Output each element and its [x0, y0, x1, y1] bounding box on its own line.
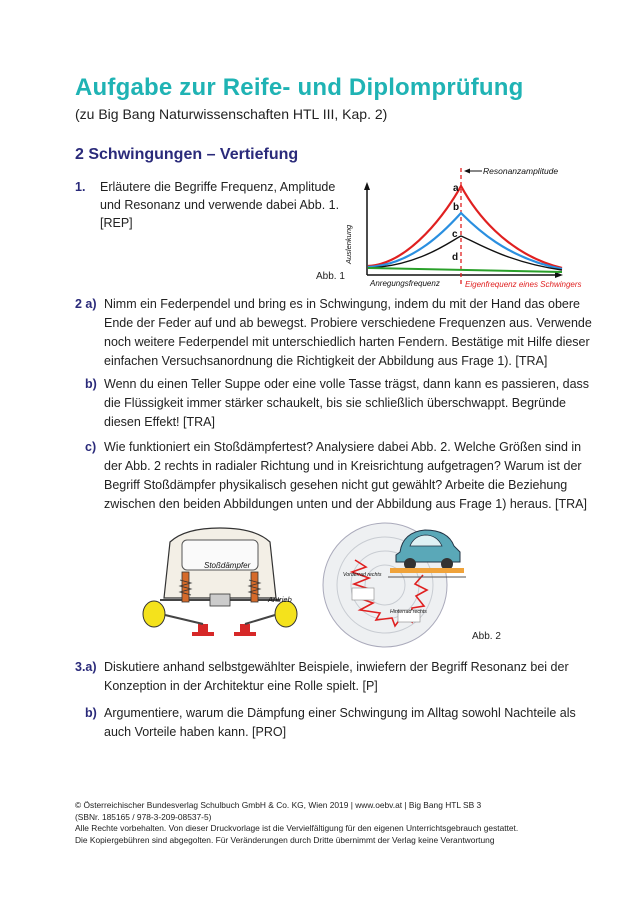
section-title: 2 Schwingungen – Vertiefung	[75, 146, 299, 163]
footer-line: Die Kopiergebühren sind abgegolten. Für Veränderungen durch Dritte übernimmt der Verlag keine Verantwortung	[75, 834, 495, 845]
curve-d	[368, 268, 562, 272]
page-footer	[75, 800, 518, 846]
page-title: Aufgabe zur Reife- und Diplomprüfung	[75, 74, 524, 101]
question-2c-text	[104, 438, 587, 514]
front-wheel-label: Vorderrad rechts	[343, 572, 382, 578]
question-number: 1.	[75, 180, 86, 194]
curve-c	[368, 236, 562, 270]
shock-absorber-figure	[140, 520, 480, 645]
x-axis-red-label: Eigenfrequenz eines Schwingers	[465, 280, 582, 289]
question-3b-text	[104, 704, 576, 742]
curve-a	[368, 186, 562, 268]
curve-label-b: b	[453, 202, 460, 213]
text-line: Nimm ein Federpendel und bring es in Schwingung, indem du mit der Hand das obere	[104, 297, 580, 311]
rear-wheel-label: Hinterrad rechts	[390, 609, 427, 615]
figure-2-label: Abb. 2	[472, 631, 501, 642]
text-line: Erläutere die Begriffe Frequenz, Amplitude	[100, 180, 336, 194]
question-number: b)	[85, 706, 97, 720]
text-line: und Resonanz und verwende dabei Abb. 1.	[100, 198, 340, 212]
resonance-figure	[340, 160, 582, 295]
text-line: zwischen den beiden Abbildungen unten und der Abbildung aus Frage 1) heraus. [TRA]	[104, 497, 587, 511]
question-2b-text	[104, 375, 589, 432]
question-number: b)	[85, 377, 97, 391]
peak-pointer-arrow	[464, 169, 470, 174]
footer-line: (SBNr. 185165 / 978-3-209-08537-5)	[75, 811, 212, 822]
wheel-right	[275, 601, 297, 627]
x-axis-label: Anregungsfrequenz	[370, 279, 440, 288]
text-line: die Flüssigkeit immer stärker schaukelt, bis sie schließlich überschwappt. Begründe	[104, 396, 566, 410]
curve-label-a: a	[453, 183, 459, 194]
question-1-text	[100, 178, 339, 232]
wheel-left	[143, 601, 165, 627]
text-line: Wie funktioniert ein Stoßdämpfertest? Analysiere dabei Abb. 2. Welche Größen sind in	[104, 440, 582, 454]
text-line: der Abb. 2 rechts in radialer Richtung und in Kreisrichtung aufgetragen? Warum ist der	[104, 459, 582, 473]
text-line: Diskutiere anhand selbstgewählter Beispiele, inwiefern der Begriff Resonanz bei der	[104, 660, 569, 674]
text-line: Begriff Stoßdämpfer physikalisch gesehen nicht gut gewählt? Arbeite die Beziehung	[104, 478, 568, 492]
figure-1-label: Abb. 1	[316, 271, 345, 282]
footer-line: © Österreichischer Bundesverlag Schulbuch GmbH & Co. KG, Wien 2019 | www.oebv.at | Big Bang HTL SB 3	[75, 800, 482, 810]
y-axis-label: Auslenkung	[344, 224, 353, 264]
shock-absorber-label: Stoßdämpfer	[204, 561, 251, 570]
text-line: diesen Effekt! [TRA]	[104, 415, 215, 429]
text-line: Argumentiere, warum die Dämpfung einer Schwingung im Alltag sowohl Nachteile als	[104, 706, 576, 720]
page-subtitle: (zu Big Bang Naturwissenschaften HTL III, Kap. 2)	[75, 106, 388, 122]
question-number: 3.a)	[75, 660, 97, 674]
text-line: Wenn du einen Teller Suppe oder eine volle Tasse trägst, dann kann es passieren, dass	[104, 377, 590, 391]
question-number: 2 a)	[75, 297, 97, 311]
text-line: Konzeption in der Architektur eine Rolle spielt. [P]	[104, 679, 378, 693]
text-line: einfachen Versuchsanordnung die Richtigkeit der Abbildung aus Frage 1). [TRA]	[104, 354, 548, 368]
footer-line: Alle Rechte vorbehalten. Von dieser Druckvorlage ist die Vervielfältigung für den eigenen Unterrichtsgebrauch gestattet.	[75, 823, 519, 833]
text-line: [REP]	[100, 216, 133, 230]
shock-test-diagram	[323, 523, 466, 647]
drive-label: Antrieb	[268, 595, 292, 604]
text-line: auch Vorteile haben kann. [PRO]	[104, 725, 287, 739]
question-number: c)	[85, 440, 97, 454]
text-line: Ende der Feder auf und ab bewegst. Probiere verschiedene Frequenzen aus. Verwende	[104, 316, 592, 330]
y-axis-arrow	[364, 182, 370, 190]
text-line: noch weitere Federpendel mit unterschiedlich harten Fendern. Bestätige mit Hilfe dieser	[104, 335, 590, 349]
curve-label-c: c	[452, 229, 458, 240]
curve-label-d: d	[452, 252, 459, 263]
question-3a-text	[104, 658, 569, 696]
question-2a-text	[104, 295, 592, 371]
peak-label: Resonanzamplitude	[483, 166, 559, 176]
curve-b	[368, 213, 562, 269]
car-rear-illustration	[143, 528, 297, 636]
